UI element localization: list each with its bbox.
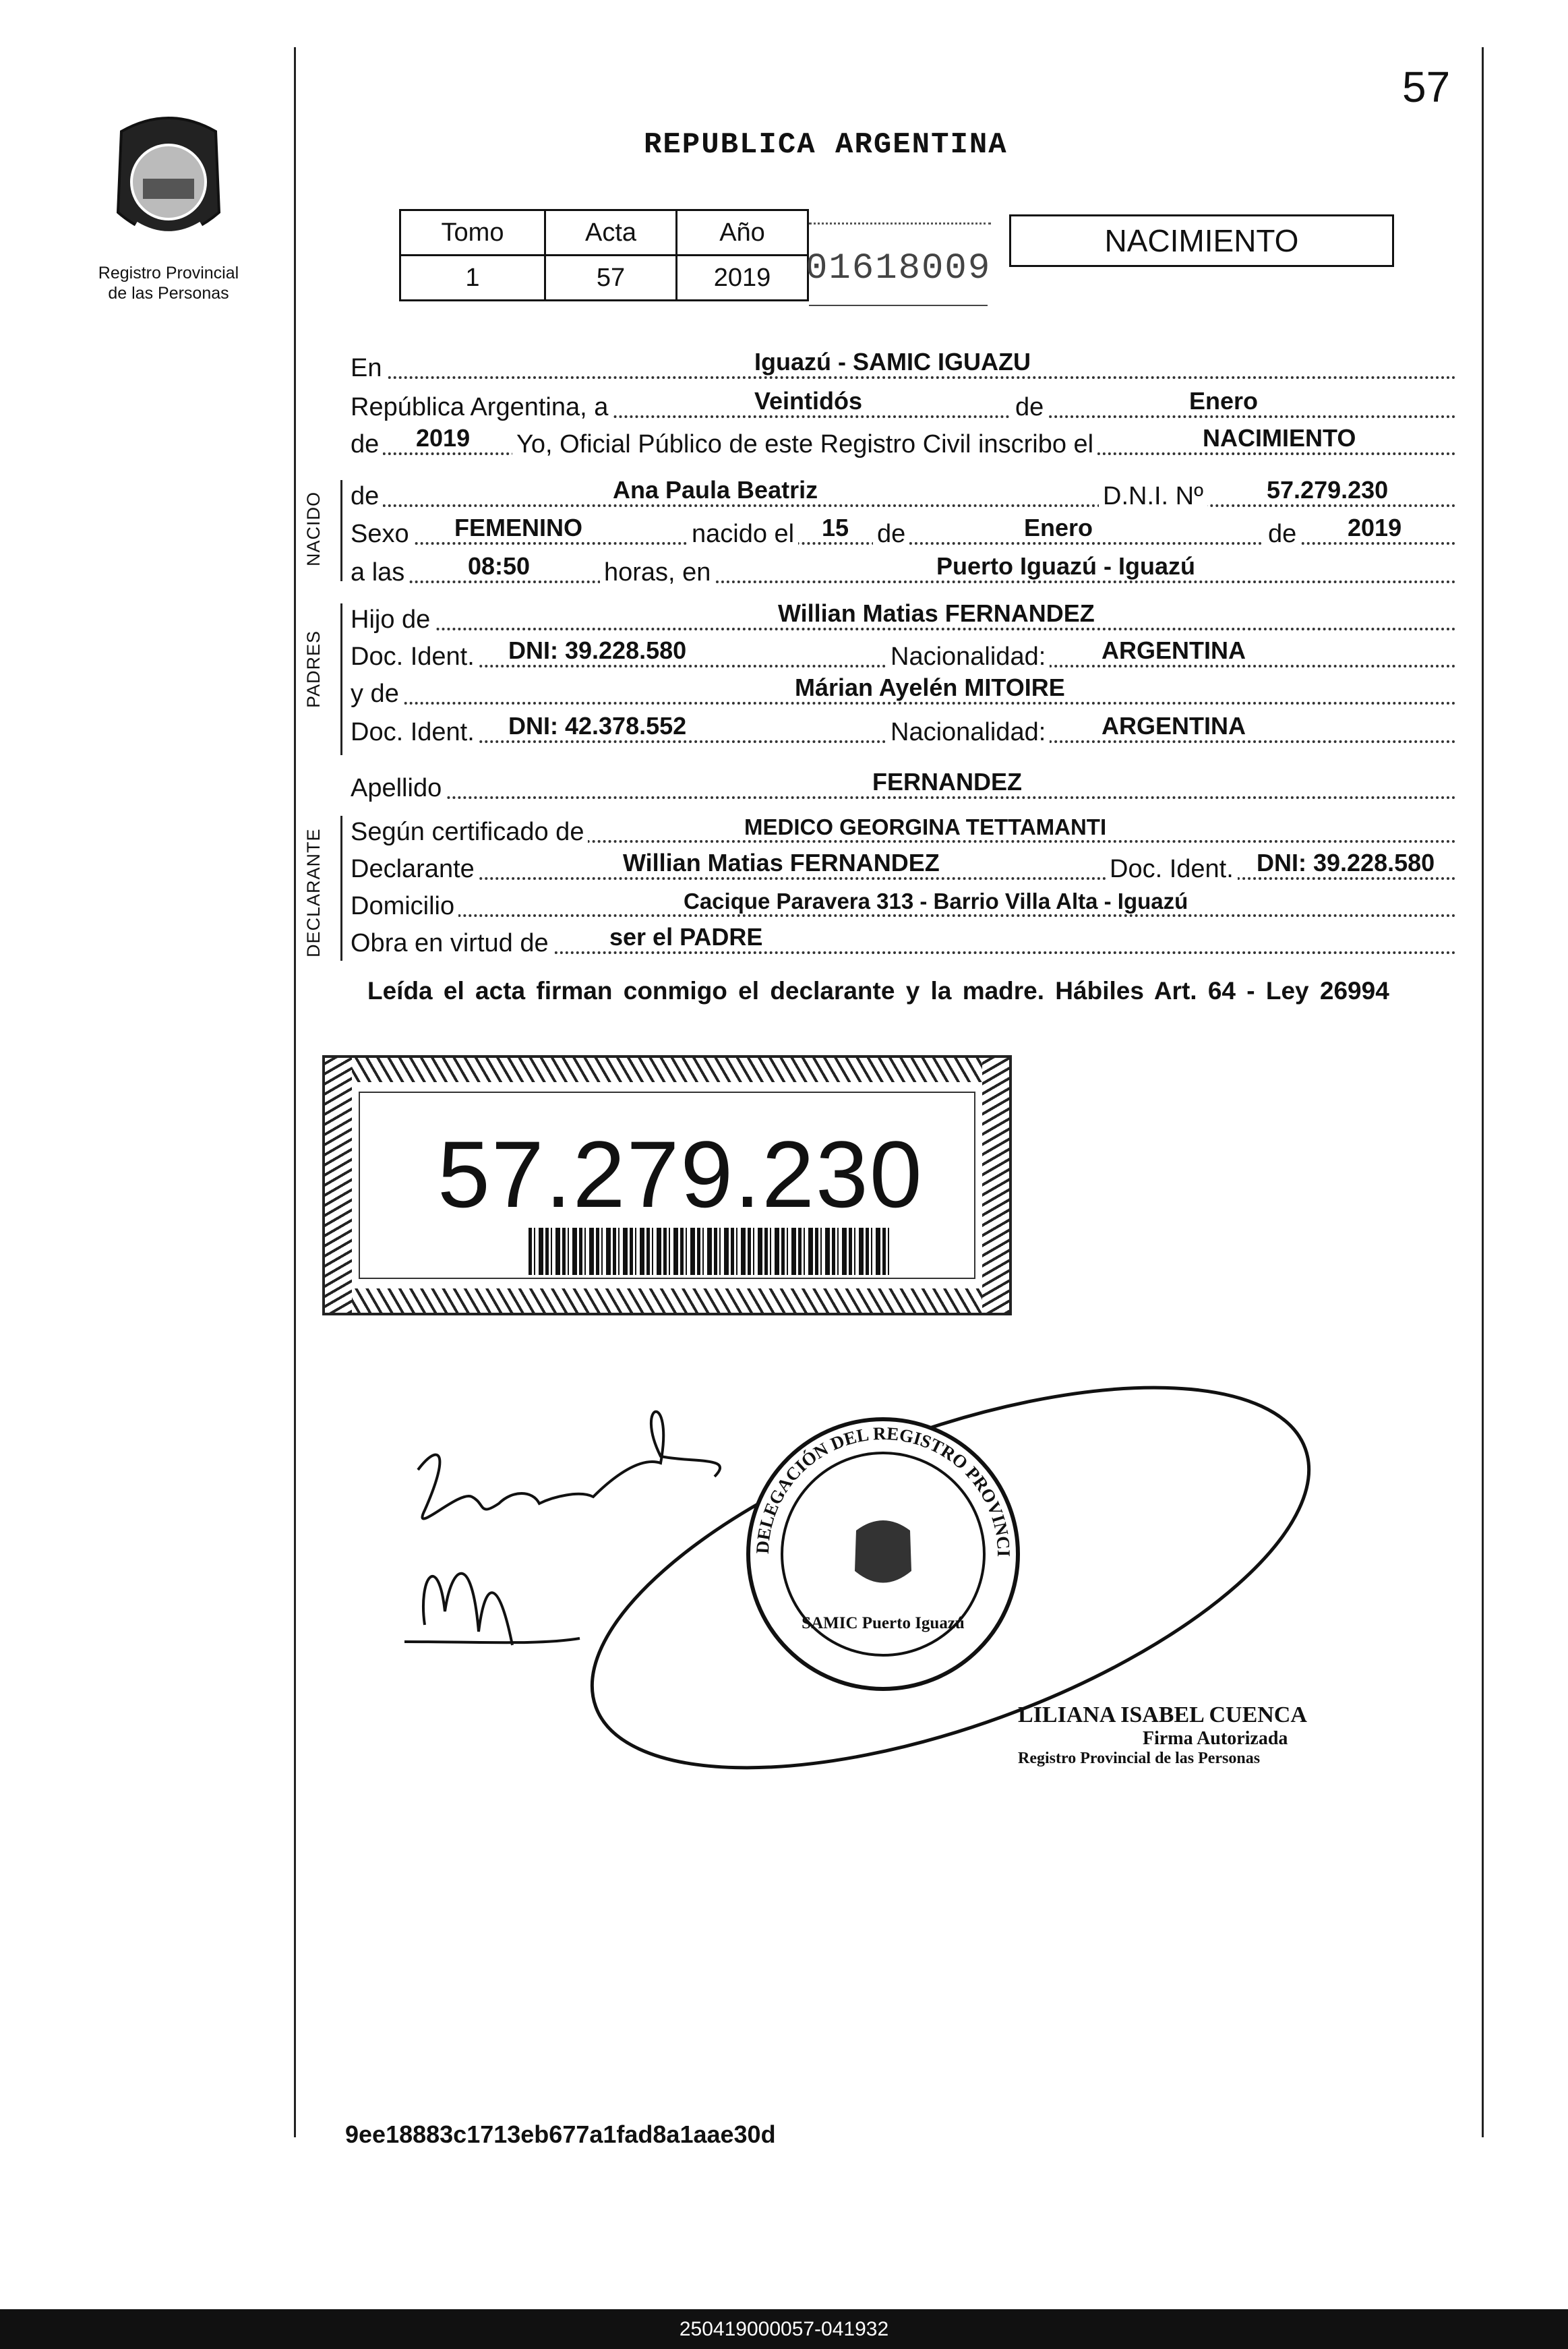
de-label-2: de	[351, 430, 383, 459]
firma-org: Registro Provincial de las Personas	[1018, 1750, 1261, 1767]
anio-acta-value: 2019	[413, 424, 473, 452]
header-anio: Año	[677, 210, 808, 256]
value-anio: 2019	[677, 256, 808, 301]
serial-underline	[809, 305, 988, 306]
row-en	[351, 348, 1456, 386]
madre-dni-value: DNI: 42.378.552	[506, 712, 689, 740]
signature-madre	[404, 1574, 580, 1645]
dni-stamp	[322, 1055, 1012, 1315]
footer-code: 250419000057-041932	[679, 2318, 889, 2340]
obra-value: ser el PADRE	[607, 923, 765, 951]
sexo-value: FEMENINO	[452, 514, 585, 542]
serial-dots	[809, 222, 991, 231]
declarante-value: Willian Matias FERNANDEZ	[620, 849, 942, 877]
declarante-bracket	[340, 816, 342, 961]
signature-block	[1018, 1702, 1307, 1768]
dni-value: 57.279.230	[1264, 476, 1391, 504]
left-border-line	[294, 47, 296, 2137]
value-tomo: 1	[400, 256, 545, 301]
official-seal	[748, 1419, 1018, 1689]
row-apellido	[351, 768, 1456, 806]
obra-label: Obra en virtud de	[351, 929, 553, 958]
row-hora	[351, 552, 1456, 590]
row-sexo	[351, 514, 1456, 552]
nombre-value: Ana Paula Beatriz	[610, 476, 820, 504]
country-title: REPUBLICA ARGENTINA	[644, 128, 1008, 162]
row-obra	[351, 923, 1456, 961]
page-number: 57	[1402, 63, 1451, 111]
row-republica	[351, 387, 1456, 425]
section-padres: PADRES	[303, 630, 324, 708]
madre-nac-value: ARGENTINA	[1099, 712, 1248, 740]
signature-declarante	[418, 1412, 720, 1519]
de-label-4: de	[873, 520, 909, 549]
inscribo-tipo-value: NACIMIENTO	[1200, 424, 1358, 452]
sexo-label: Sexo	[351, 520, 413, 549]
dni-label: D.N.I. Nº	[1099, 482, 1207, 511]
hijo-label: Hijo de	[351, 605, 434, 634]
en-label: En	[351, 354, 386, 383]
padre-dni-value: DNI: 39.228.580	[506, 636, 689, 665]
firma-cargo: Firma Autorizada	[1143, 1728, 1288, 1749]
province-logo	[94, 111, 243, 260]
row-declarante	[351, 849, 1456, 887]
de-label-3: de	[351, 482, 383, 511]
record-type-box: NACIMIENTO	[1009, 214, 1394, 267]
de-label: de	[1011, 393, 1048, 422]
value-acta: 57	[545, 256, 677, 301]
apellido-value: FERNANDEZ	[870, 768, 1025, 796]
certificado-label: Según certificado de	[351, 818, 588, 847]
mes-acta-value: Enero	[1186, 387, 1261, 415]
dia-nac-value: 15	[819, 514, 851, 542]
certificado-value: MEDICO GEORGINA TETTAMANTI	[742, 814, 1109, 840]
barcode	[529, 1228, 893, 1275]
padre-doc-label: Doc. Ident.	[351, 643, 479, 672]
padres-bracket	[340, 603, 342, 755]
de-label-5: de	[1264, 520, 1300, 549]
seal-inner-text: SAMIC Puerto Iguazú	[802, 1614, 965, 1632]
padre-nac-label: Nacionalidad:	[886, 643, 1050, 672]
apellido-label: Apellido	[351, 774, 446, 803]
nacido-bracket	[340, 480, 342, 581]
row-inscribo	[351, 424, 1456, 462]
a-las-label: a las	[351, 558, 409, 587]
seal-emblem	[855, 1520, 911, 1583]
mes-nac-value: Enero	[1021, 514, 1095, 542]
lugar-value: Iguazú - SAMIC IGUAZU	[752, 348, 1033, 376]
dni-stamp-number: 57.279.230	[438, 1121, 924, 1227]
horas-en-label: horas, en	[600, 558, 715, 587]
firma-nombre: LILIANA ISABEL CUENCA	[1018, 1702, 1307, 1727]
logo-caption	[67, 263, 270, 303]
row-padre-doc	[351, 636, 1456, 674]
serial-number: 01618009	[806, 248, 992, 289]
madre-nac-label: Nacionalidad:	[886, 718, 1050, 747]
footer-bar	[0, 2309, 1568, 2349]
row-nombre	[351, 476, 1456, 514]
y-de-label: y de	[351, 680, 403, 709]
lugar-nac-value: Puerto Iguazú - Iguazú	[934, 552, 1198, 581]
row-padre	[351, 599, 1456, 637]
dia-texto-value: Veintidós	[752, 387, 865, 415]
header-tomo: Tomo	[400, 210, 545, 256]
declarante-label: Declarante	[351, 855, 479, 884]
row-madre	[351, 674, 1456, 711]
tomo-acta-anio-table	[399, 209, 809, 301]
leida-text: Leída el acta firman conmigo el declarante y la madre. Hábiles Art. 64 - Ley 26994	[367, 977, 1389, 1005]
madre-doc-label: Doc. Ident.	[351, 718, 479, 747]
section-nacido: NACIDO	[303, 491, 324, 566]
document-hash: 9ee18883c1713eb677a1fad8a1aae30d	[345, 2120, 776, 2148]
header-acta: Acta	[545, 210, 677, 256]
padre-nac-value: ARGENTINA	[1099, 636, 1248, 665]
section-declarante: DECLARANTE	[303, 828, 324, 957]
padre-value: Willian Matias FERNANDEZ	[775, 599, 1097, 628]
seal-outer-text: DELEGACIÓN DEL REGISTRO PROVINCI	[752, 1423, 1015, 1557]
anio-nac-value: 2019	[1345, 514, 1404, 542]
row-certificado	[351, 816, 1456, 850]
hora-value: 08:50	[465, 552, 533, 581]
republica-label: República Argentina, a	[351, 393, 612, 422]
domicilio-label: Domicilio	[351, 892, 458, 921]
signatures-and-seal	[378, 1375, 1335, 1847]
inscribo-text: Yo, Oficial Público de este Registro Civil inscribo el	[512, 430, 1097, 459]
row-madre-doc	[351, 712, 1456, 750]
declarante-doc-label: Doc. Ident.	[1106, 855, 1238, 884]
nacido-el-label: nacido el	[688, 520, 798, 549]
row-domicilio	[351, 890, 1456, 924]
logo-caption-line1: Registro Provincial	[98, 264, 239, 283]
declarante-dni-value: DNI: 39.228.580	[1254, 849, 1437, 877]
domicilio-value: Cacique Paravera 313 - Barrio Villa Alta - Iguazú	[681, 889, 1190, 914]
madre-value: Márian Ayelén MITOIRE	[792, 674, 1068, 702]
logo-caption-line2: de las Personas	[108, 284, 229, 303]
right-border-line	[1482, 47, 1484, 2137]
